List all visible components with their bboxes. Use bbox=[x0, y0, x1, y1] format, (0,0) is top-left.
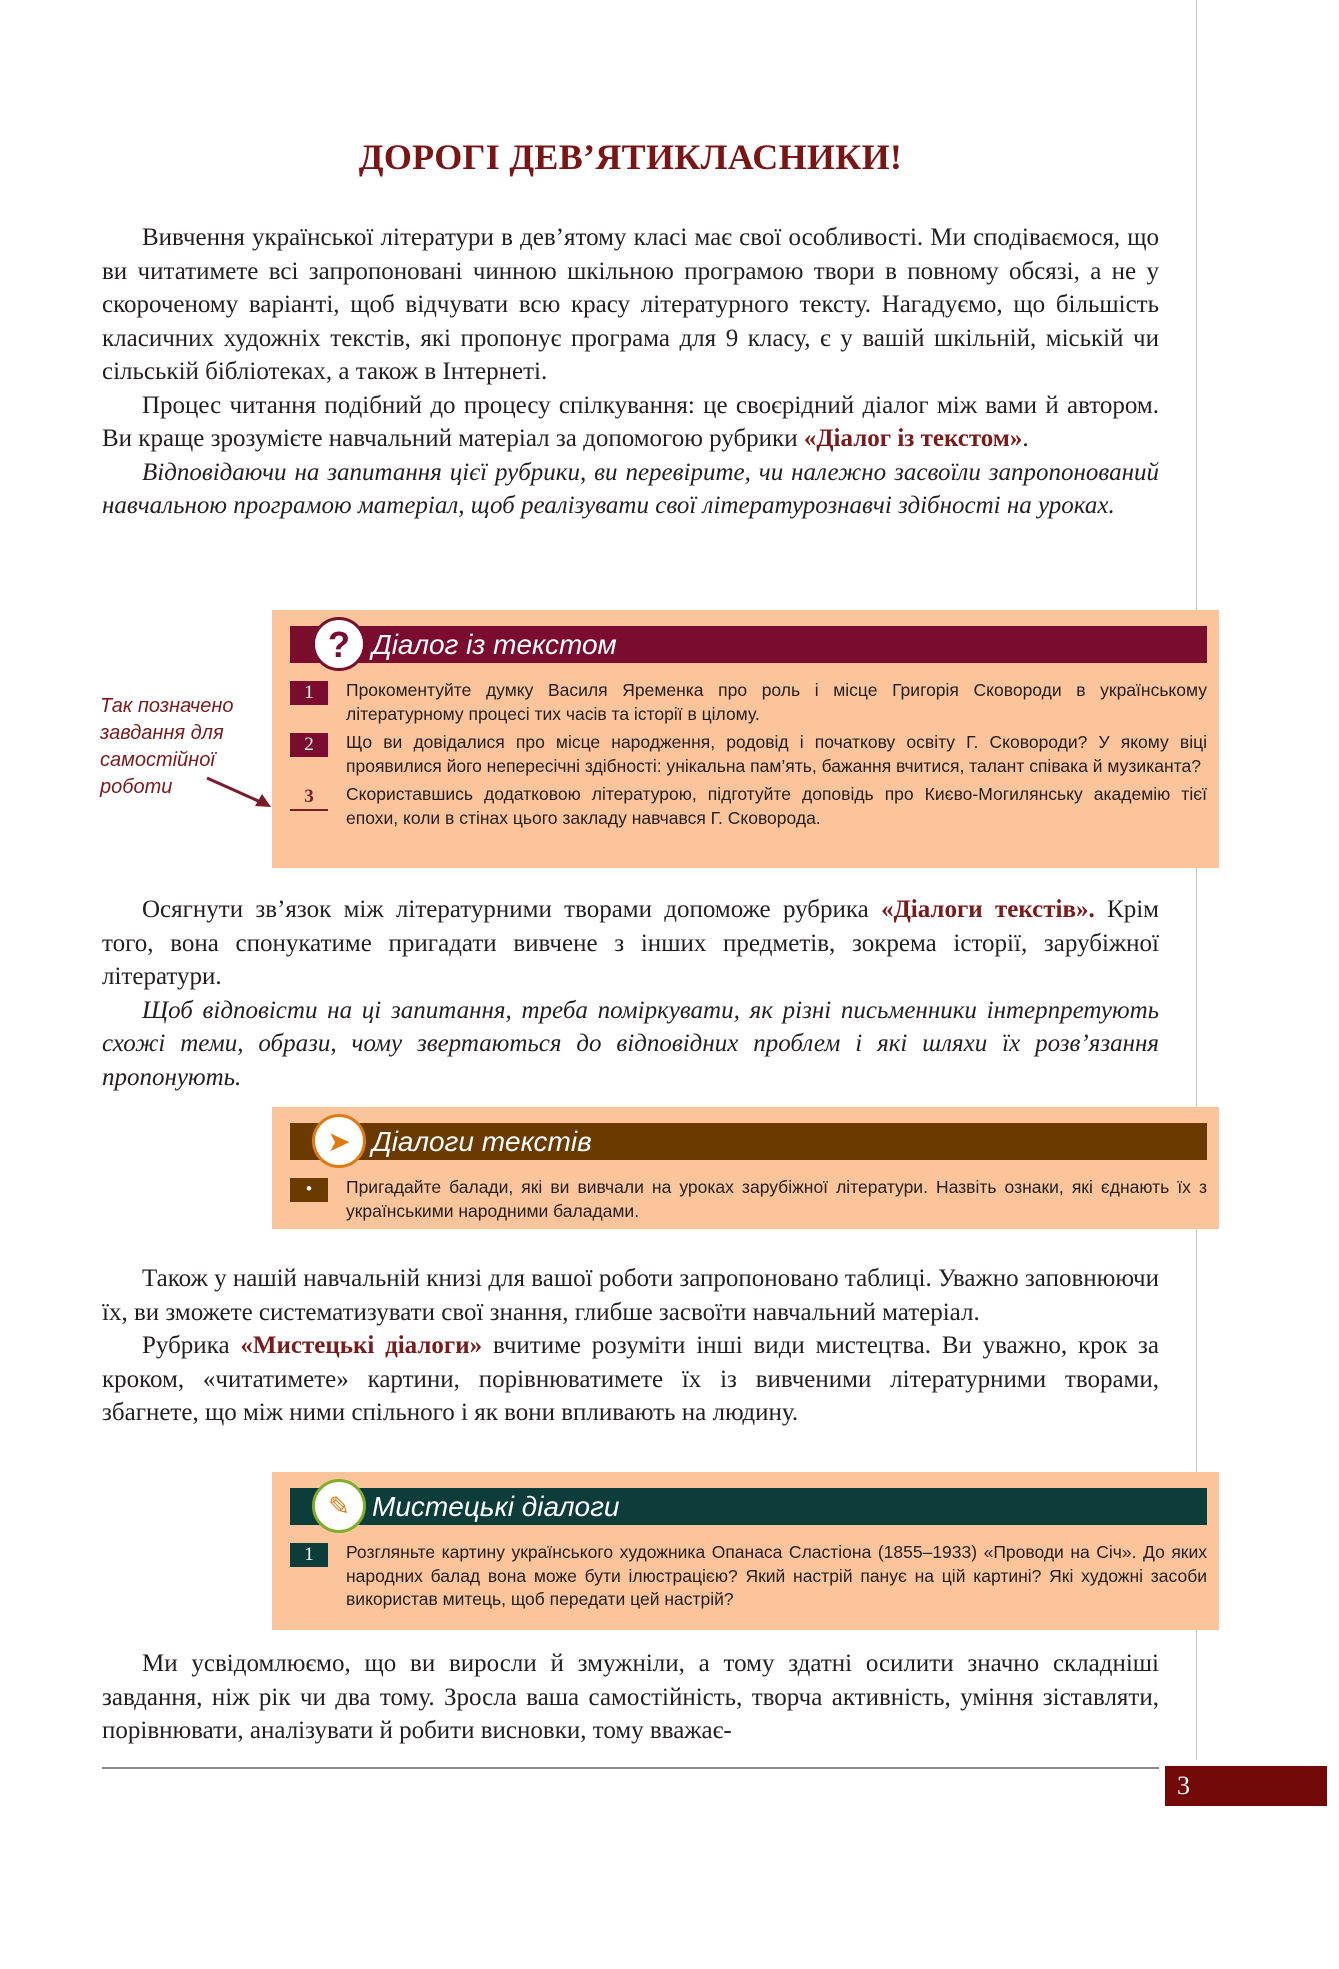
final-section bbox=[102, 1647, 1159, 1748]
dialog-with-text-header bbox=[290, 623, 1207, 665]
middle-paragraph-1: Осягнути зв’язок між літературними творами допоможе рубрика «Діалоги текстів». Крім того, вона спонукатиме пригадати вивчене з інших предметів, зокрема історії, зарубіжної літератури. bbox=[102, 896, 1159, 990]
side-note: Так позначено завдання для самостійної роботи bbox=[100, 695, 234, 798]
pointer-arrow-icon bbox=[205, 776, 275, 816]
lower-paragraph-2: Рубрика «Мистецькі діалоги» вчитиме розуміти інші види мистецтва. Ви уважно, крок за кроком, «читатимете» картини, порівнюватимете їх із вивченими літературними творами, збагнете, що між ними спільного і як вони впливають на людину. bbox=[102, 1332, 1159, 1426]
rubric-name-art: «Мистецькі діалоги» bbox=[240, 1332, 483, 1359]
task-text: Скориставшись додатковою літературою, підготуйте доповідь про Києво-Могилянську академію тієї епохи, коли в стінах цього закладу навчався Г. Сковорода. bbox=[346, 784, 1207, 828]
middle-section bbox=[102, 893, 1159, 1094]
dialog-with-text-box bbox=[272, 610, 1219, 868]
task-text: Що ви довідалися про місце народження, родовід і початкову освіту Г. Сковороди? У якому віці проявилися його непересічні здібності: унікальна пам’ять, бажання вчитися, талант співака й музиканта? bbox=[346, 732, 1207, 776]
task-text: Прокоментуйте думку Василя Яременка про роль і місце Григорія Сковороди в українському літературному процесі тих часів та історії в цілому. bbox=[346, 680, 1207, 724]
intro-paragraph-2: Процес читання подібний до процесу спілкування: це своєрідний діалог між вами й автором. Ви краще зрозумієте навчальний матеріал за допомогою рубрики «Діалог із текстом». bbox=[102, 391, 1159, 452]
art-dialogs-box bbox=[272, 1472, 1219, 1630]
art-task-list bbox=[290, 1541, 1207, 1612]
task-text: Пригадайте балади, які ви вивчали на уроках зарубіжної літератури. Назвіть ознаки, які єднають їх з українськими народними баладами. bbox=[346, 1177, 1207, 1221]
task-number-independent: 3 bbox=[290, 785, 328, 811]
middle-paragraph-2: Щоб відповісти на ці запитання, треба поміркувати, як різні письменники інтерпретують схожі теми, образи, чому звертаються до відповідних проблем і які шляхи їх розв’язання пропонують. bbox=[102, 996, 1159, 1091]
rubric-name-texts: «Діалоги текстів». bbox=[881, 896, 1095, 923]
intro-paragraph-3: Відповідаючи на запитання цієї рубрики, ви перевірите, чи належно засвоїли запропонований навчальною програмою матеріал, щоб реалізувати свої літературознавчі здібності на уроках. bbox=[102, 458, 1159, 519]
task-number: 1 bbox=[290, 1543, 328, 1567]
dialogs-of-texts-title: Діалоги текстів bbox=[372, 1126, 592, 1157]
dialogs-of-texts-header bbox=[290, 1123, 1207, 1160]
dialog-task-list bbox=[290, 679, 1207, 830]
dialogs-of-texts-box bbox=[272, 1107, 1219, 1229]
task-item bbox=[290, 1176, 1207, 1223]
page-number: 3 bbox=[1165, 1766, 1327, 1806]
task-number: 2 bbox=[290, 733, 328, 757]
texts-task-list bbox=[290, 1176, 1207, 1223]
intro-section bbox=[102, 221, 1159, 523]
dialog-with-text-title: Діалог із текстом bbox=[372, 629, 617, 660]
lower-section bbox=[102, 1262, 1159, 1430]
palette-brushes-icon: ✎ bbox=[312, 1479, 366, 1533]
lower-paragraph-1: Також у нашій навчальній книзі для вашої роботи запропоновано таблиці. Уважно заповнюючи їх, ви зможете систематизувати свої знання, глибше засвоїти навчальний матеріал. bbox=[102, 1265, 1159, 1326]
task-number: 1 bbox=[290, 681, 328, 705]
rubric-name-dialog: «Діалог із текстом» bbox=[803, 425, 1023, 452]
task-item bbox=[290, 731, 1207, 778]
intro-paragraph-1: Вивчення української літератури в дев’ятому класі має свої особливості. Ми сподіваємося, що ви читатимете всі запропоновані чинною шкільною програмою твори в повному обсязі, а не у скороченому варіанті, щоб відчувати всю красу літературного тексту. Нагадуємо, що більшість класичних художніх текстів, які пропонує програма для 9 класу, є у вашій шкільній, міській чи сільській бібліотеках, а також в Інтернеті. bbox=[102, 224, 1159, 385]
art-dialogs-header bbox=[290, 1488, 1207, 1525]
task-bullet: • bbox=[290, 1178, 328, 1202]
art-dialogs-title: Мистецькі діалоги bbox=[372, 1491, 620, 1522]
task-item bbox=[290, 679, 1207, 726]
footer-rule bbox=[102, 1767, 1159, 1769]
question-mark-icon: ? bbox=[312, 617, 366, 671]
final-paragraph: Ми усвідомлюємо, що ви виросли й змужніли, а тому здатні осилити значно складніші завдання, ніж рік чи два тому. Зросла ваша самостійність, творча активність, уміння зіставляти, порівнювати, аналізувати й робити висновки, тому вважає- bbox=[102, 1650, 1159, 1744]
task-item bbox=[290, 1541, 1207, 1612]
task-text: Розгляньте картину українського художника Опанаса Сластіона (1855–1933) «Проводи на Січ». До яких народних балад вона може бути ілюстрацією? Який настрій панує на цій картині? Які художні засоби використав митець, щоб передати цей настрій? bbox=[346, 1542, 1207, 1609]
task-item bbox=[290, 783, 1207, 830]
arrows-circle-icon: ➤ bbox=[312, 1114, 366, 1168]
page-title: ДОРОГІ ДЕВ’ЯТИКЛАСНИКИ! bbox=[358, 137, 903, 177]
